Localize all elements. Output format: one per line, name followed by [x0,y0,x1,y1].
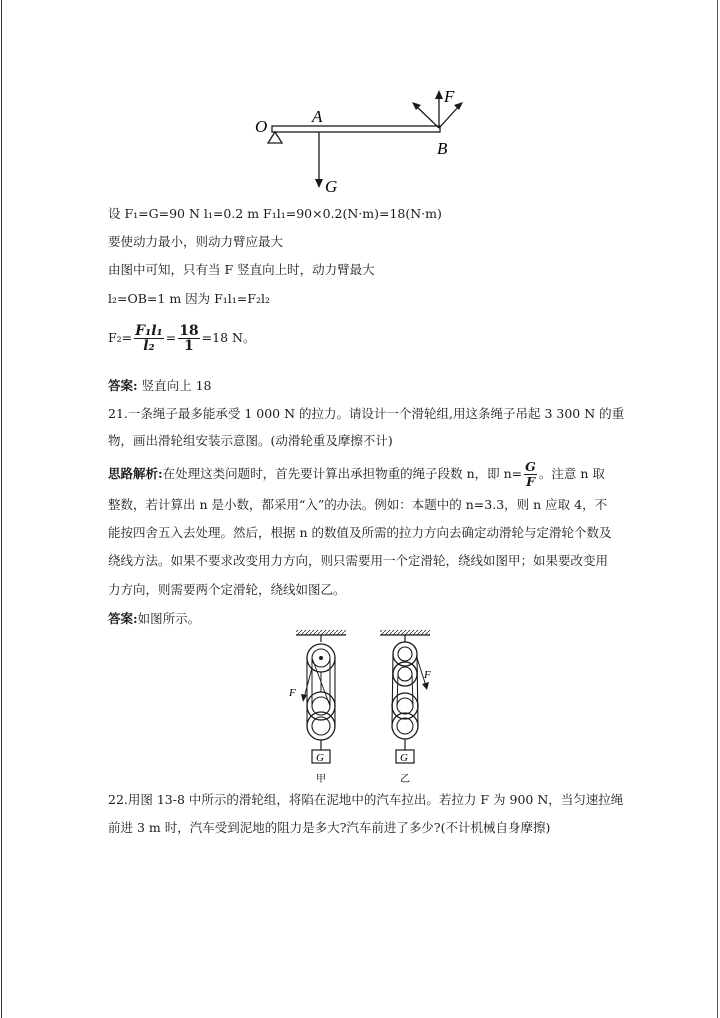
label-F: F [444,87,455,106]
label-B: B [437,139,448,158]
analysis-text-a: 在处理这类问题时，首先要计算出承担物重的绳子段数 n，即 n= [162,466,523,481]
ceiling-jia [296,630,346,635]
equals-sign: = [165,330,177,345]
ceiling-yi [380,630,430,635]
page-border-right [717,0,718,1018]
analysis-line-5: 力方向，则需要两个定滑轮，绕线如图乙。 [108,582,346,597]
solution-line-4: l₂=OB=1 m 因为 F₁l₁=F₂l₂ [108,291,270,306]
fraction-denominator: F [526,474,535,489]
answer-label: 答案: [108,611,138,626]
pulley-system-jia [288,630,346,785]
pulley-yi-G: G [400,752,408,764]
solution-line-3: 由图中可知，只有当 F 竖直向上时，动力臂最大 [108,262,375,277]
pulley-jia-F: F [289,687,296,699]
analysis-line-2: 整数，若计算出 n 是小数，都采用“入”的办法。例如：本题中的 n=3.3，则 n 应取 4，不 [108,497,608,512]
fraction-denominator: 1 [184,338,194,354]
fraction-g-over-f [524,460,537,489]
fraction-numerator: F₁l₁ [135,323,163,339]
fraction-numerator: G [525,459,536,474]
analysis-label: 思路解析: [108,466,163,481]
question-21-line-1: 21.一条绳子最多能承受 1 000 N 的拉力。请设计一个滑轮组,用这条绳子吊起 3 300 N 的重 [108,406,625,421]
f2-prefix: F₂= [108,330,133,345]
analysis-line-4: 绕线方法。如果不要求改变用力方向，则只需要用一个定滑轮，绕线如图甲；如果要改变用 [108,553,609,568]
label-A: A [312,107,323,126]
solution-line-2: 要使动力最小，则动力臂应最大 [108,234,284,249]
f2-result: =18 N。 [201,330,256,345]
caption-yi: 乙 [400,774,410,785]
label-O: O [255,117,268,136]
force-arrow-right [439,106,459,128]
movable-pulley-1 [392,693,418,719]
analysis-line-1 [108,458,605,490]
fraction-numerator: 18 [179,323,199,339]
pulley-jia-G: G [316,752,324,764]
pulley-system-yi [380,630,431,785]
lever-beam [272,126,440,132]
fraction-denominator: l₂ [143,338,155,354]
caption-jia: 甲 [316,774,326,785]
answer-text: 如图所示。 [137,611,201,626]
analysis-text-b: 。注意 n 取 [538,466,605,481]
movable-pulley-2 [392,713,418,739]
pulley-yi-F: F [424,669,431,681]
question-22-line-1: 22.用图 13-8 中所示的滑轮组，将陷在泥地中的汽车拉出。若拉力 F 为 900 N，当匀速拉绳 [108,792,624,807]
label-G: G [325,177,338,196]
question-21-line-2: 物，画出滑轮组安装示意图。(动滑轮重及摩擦不计) [108,433,393,448]
pulley-diagram [284,628,444,788]
solution-line-1: 设 F₁=G=90 N l₁=0.2 m F₁l₁=90×0.2(N·m)=18(N·m) [108,206,442,221]
lever-diagram [254,82,466,198]
fraction-f1l1-over-l2 [134,324,164,353]
solution-line-5 [108,322,255,354]
answer-1 [108,378,211,394]
movable-pulley-2 [307,712,335,740]
page-border-left [1,0,2,1018]
question-22-line-2: 前进 3 m 时，汽车受到泥地的阻力是多大?汽车前进了多少?(不计机械自身摩擦) [108,820,551,835]
answer-label: 答案: [108,378,138,393]
analysis-line-3: 能按四舍五入去处理。然后，根据 n 的数值及所需的拉力方向去确定动滑轮与定滑轮个数及 [108,525,612,540]
fulcrum [268,132,282,143]
force-arrow-left [416,106,439,128]
answer-text: 竖直向上 18 [137,378,212,393]
fraction-18-over-1 [178,324,199,353]
answer-2 [108,611,200,627]
